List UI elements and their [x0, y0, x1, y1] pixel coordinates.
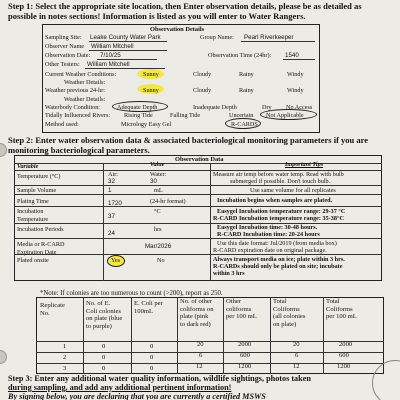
observer-name-label: Observer Name — [45, 43, 84, 50]
water-label: Water: — [150, 171, 167, 178]
table-rule — [14, 185, 382, 186]
observation-time-value[interactable]: 1540 — [285, 52, 299, 59]
other-coliform-colonies[interactable]: 20 — [197, 341, 204, 348]
media-expiration-label-2: Expiration Date — [17, 249, 57, 256]
results-header: Replicate No. — [40, 302, 65, 317]
header-variable: Variable — [17, 163, 39, 170]
ecoli-colonies[interactable]: 0 — [102, 343, 106, 350]
step2-instruction-line2: monitoring bacteriological parameters. — [8, 145, 150, 155]
table-rule — [14, 254, 382, 255]
header-important-tips: Important Tips — [285, 161, 324, 168]
prev-weather-option-cloudy[interactable]: Cloudy — [193, 87, 212, 94]
other-coliforms-per-100ml[interactable]: 2000 — [238, 341, 252, 348]
total-coliforms-per-100ml[interactable]: 600 — [339, 352, 349, 359]
step3-instruction-line3: By signing below, you are declaring that you are currently a certified MSWS — [8, 392, 266, 400]
col-divider — [210, 163, 211, 281]
method-option-easygel[interactable]: Micrology Easy Gel — [121, 121, 172, 128]
tidal-option-uncertain[interactable]: Uncertain — [229, 112, 254, 119]
temperature-tip-1: Measure air temp before water temp. Read with bulb — [213, 171, 344, 178]
results-note: *Note: If colonies are too numerous to count (>200), report as 250. — [40, 290, 223, 297]
step1-instruction-line1: Step 1: Select the appropriate site location, then Enter observation details, please be as detailed as — [8, 1, 362, 11]
ecoli-colonies[interactable]: 0 — [102, 354, 106, 361]
sample-volume-unit: mL — [154, 187, 163, 194]
incubation-temp-label-1: Incubation — [17, 208, 44, 215]
weather-option-windy[interactable]: Windy — [287, 71, 304, 78]
replicate-no: 3 — [63, 365, 67, 372]
group-name-label: Group Name: — [200, 34, 234, 41]
tidal-option-falling[interactable]: Falling Tide — [170, 112, 201, 119]
table-rule — [14, 238, 382, 239]
plating-time-label: Plating Time — [17, 198, 49, 205]
waterbody-option-no-access[interactable]: No Access — [286, 104, 313, 111]
replicate-no: 1 — [63, 343, 67, 350]
ecoli-per-100ml[interactable]: 0 — [150, 365, 154, 372]
temperature-label: Temperature (°C) — [17, 173, 61, 180]
step3-instruction-line2: during sampling, and add any additional pertinent information! — [8, 383, 232, 392]
method-option-rcards[interactable]: R-CARDS — [231, 121, 258, 128]
observer-name-value[interactable]: William Mitchell — [91, 43, 134, 50]
plating-time-unit: (24-hr format) — [150, 198, 186, 205]
incubation-periods-unit: hrs — [154, 226, 162, 233]
prev-weather-option-rainy[interactable]: Rainy — [239, 87, 254, 94]
plated-onsite-tip-2: R-CARDs should only be plated on site; incubate — [213, 263, 343, 270]
replicate-no: 2 — [63, 354, 67, 361]
observation-date-line — [97, 59, 157, 60]
total-coliform-colonies[interactable]: 6 — [295, 352, 299, 359]
total-coliforms-per-100ml[interactable]: 1200 — [337, 363, 351, 370]
other-coliforms-per-100ml[interactable]: 1200 — [238, 363, 252, 370]
other-coliform-colonies[interactable]: 12 — [196, 363, 203, 370]
sampling-site-value[interactable]: Leake County Water Park — [90, 34, 161, 41]
table-rule — [14, 163, 382, 164]
sample-volume-value[interactable]: 1 — [108, 187, 112, 194]
air-label: Air: — [108, 171, 118, 178]
rcards-circle — [225, 118, 261, 129]
media-expiration-label-1: Media or R-CARD — [17, 241, 65, 248]
waterbody-option-inadequate[interactable]: Inadequate Depth — [193, 104, 237, 111]
total-coliform-colonies[interactable]: 12 — [293, 363, 300, 370]
results-row-rule — [36, 352, 384, 353]
incubation-temp-value[interactable]: 37 — [108, 213, 115, 220]
media-expiration-value[interactable]: Mar/2026 — [145, 243, 172, 250]
results-header: Total Coliforms (all colonies on plate) — [273, 298, 306, 328]
prev-weather-option-sunny[interactable]: Sunny — [143, 87, 159, 94]
plated-onsite-yes[interactable]: Yes — [111, 257, 121, 264]
prev-weather-option-windy[interactable]: Windy — [287, 87, 304, 94]
incubation-temp-tip-2: R-CARD Incubation temperature range: 35-38°C — [213, 215, 344, 222]
step2-instruction-line1: Step 2: Enter water observation data & associated bacteriological monitoring parameters if you are — [8, 135, 369, 145]
results-row-rule — [36, 363, 384, 364]
plating-time-value[interactable]: 1720 — [108, 200, 122, 207]
observation-date-value[interactable]: 7/10/25 — [100, 52, 121, 59]
media-expiration-tip-2: R-CARD expiration date on original package. — [213, 247, 327, 254]
other-testers-label: Other Testers: — [45, 61, 80, 68]
weather-previous-label: Weather previous 24-hr: — [45, 87, 105, 94]
ecoli-colonies[interactable]: 0 — [102, 365, 106, 372]
other-coliform-colonies[interactable]: 6 — [199, 352, 203, 359]
step1-instruction-line2: possible in notes sections! Information is listed as you will enter to Water Rangers. — [8, 11, 306, 21]
step3-instruction-line1: Step 3: Enter any additional water quality information, wildlife sightings, photos taken — [8, 374, 311, 383]
plated-onsite-label: Plated onsite — [17, 257, 49, 264]
observation-data-title: Observation Data — [175, 156, 224, 163]
sample-volume-label: Sample Volume — [17, 187, 57, 194]
weather-option-rainy[interactable]: Rainy — [239, 71, 254, 78]
plated-onsite-tip-3: within 3 hrs — [213, 270, 245, 277]
observation-details-title: Observation Details — [150, 26, 205, 33]
results-header: Other coliforms per 100 mL — [226, 298, 257, 320]
sampling-site-label: Sampling Site: — [45, 34, 82, 41]
plating-time-tip: Incubation begins when samples are plated. — [217, 197, 333, 204]
observation-date-label: Observation Date: — [45, 52, 91, 59]
incubation-temp-label-2: Temperature — [17, 216, 49, 223]
plated-onsite-no[interactable]: No — [157, 257, 165, 264]
media-expiration-tip-1: Use this date format: Jul/2019 (from media box) — [217, 240, 337, 247]
binder-hole — [0, 143, 7, 157]
waterbody-option-adequate[interactable]: Adequate Depth — [117, 104, 158, 111]
incubation-periods-value[interactable]: 24 — [108, 230, 115, 237]
weather-details-label: Weather Details: — [64, 79, 106, 86]
total-coliform-colonies[interactable]: 20 — [293, 341, 300, 348]
prev-weather-details-label: Weather Details: — [64, 96, 106, 103]
incubation-temp-tip-1: Easygel Incubation temperature range: 29-37 °C — [217, 208, 346, 215]
other-testers-value[interactable]: William Mitchell — [87, 61, 130, 68]
tidal-option-rising[interactable]: Rising Tide — [124, 112, 153, 119]
observation-time-line — [283, 59, 315, 60]
results-row-rule — [36, 341, 384, 342]
observation-time-label: Observation Time (24hr): — [208, 52, 272, 59]
air-temp-value[interactable]: 32 — [108, 178, 115, 185]
current-weather-label: Current Weather Conditions: — [45, 71, 117, 78]
incubation-periods-tip-1: Easygel Incubation time: 30-48 hours. — [217, 224, 318, 231]
header-value: Value — [150, 161, 165, 168]
results-header: No. of E. Coli colonies on plate (blue to purple) — [86, 300, 123, 330]
water-temp-value[interactable]: 30 — [150, 178, 157, 185]
weather-option-sunny[interactable]: Sunny — [143, 71, 159, 78]
group-name-value[interactable]: Pearl Riverkeeper — [244, 34, 294, 41]
total-coliforms-per-100ml[interactable]: 2000 — [339, 341, 353, 348]
incubation-temp-unit: °C — [154, 208, 161, 215]
ecoli-per-100ml[interactable]: 0 — [150, 354, 154, 361]
results-header: E. Coli per 100mL — [134, 300, 163, 315]
plated-onsite-tip-1: Always transport media on ice; plate within 3 hrs. — [213, 256, 345, 263]
results-header: No. of other coliforms on plate (pink to dark red) — [180, 298, 214, 328]
ecoli-per-100ml[interactable]: 0 — [150, 343, 154, 350]
table-rule — [14, 206, 382, 207]
incubation-periods-tip-2: R-CARD Incubation time: 20-24 hours — [217, 231, 320, 238]
table-rule — [14, 194, 382, 195]
tidal-option-not-applicable[interactable]: Not Applicable — [266, 112, 304, 119]
weather-option-cloudy[interactable]: Cloudy — [193, 71, 212, 78]
observer-name-line — [89, 50, 167, 51]
method-used-label: Method used: — [45, 121, 79, 128]
incubation-periods-label: Incubation Periods — [17, 226, 64, 233]
sample-volume-tip: Use same volume for all replicates — [250, 187, 336, 194]
table-rule — [14, 223, 382, 224]
sampling-site-line — [89, 41, 167, 42]
results-header: Total Coliforms per 100 mL — [326, 298, 357, 320]
col-divider — [103, 163, 104, 281]
temperature-tip-2: submerged if possible. Don't touch bulb. — [230, 178, 331, 185]
group-name-line — [241, 41, 315, 42]
other-coliforms-per-100ml[interactable]: 600 — [240, 352, 250, 359]
waterbody-option-dry[interactable]: Dry — [262, 104, 272, 111]
waterbody-condition-label: Waterbody Condition: — [45, 104, 101, 111]
binder-hole — [0, 350, 7, 364]
tidal-rivers-label: Tidally Influenced Rivers: — [45, 112, 111, 119]
